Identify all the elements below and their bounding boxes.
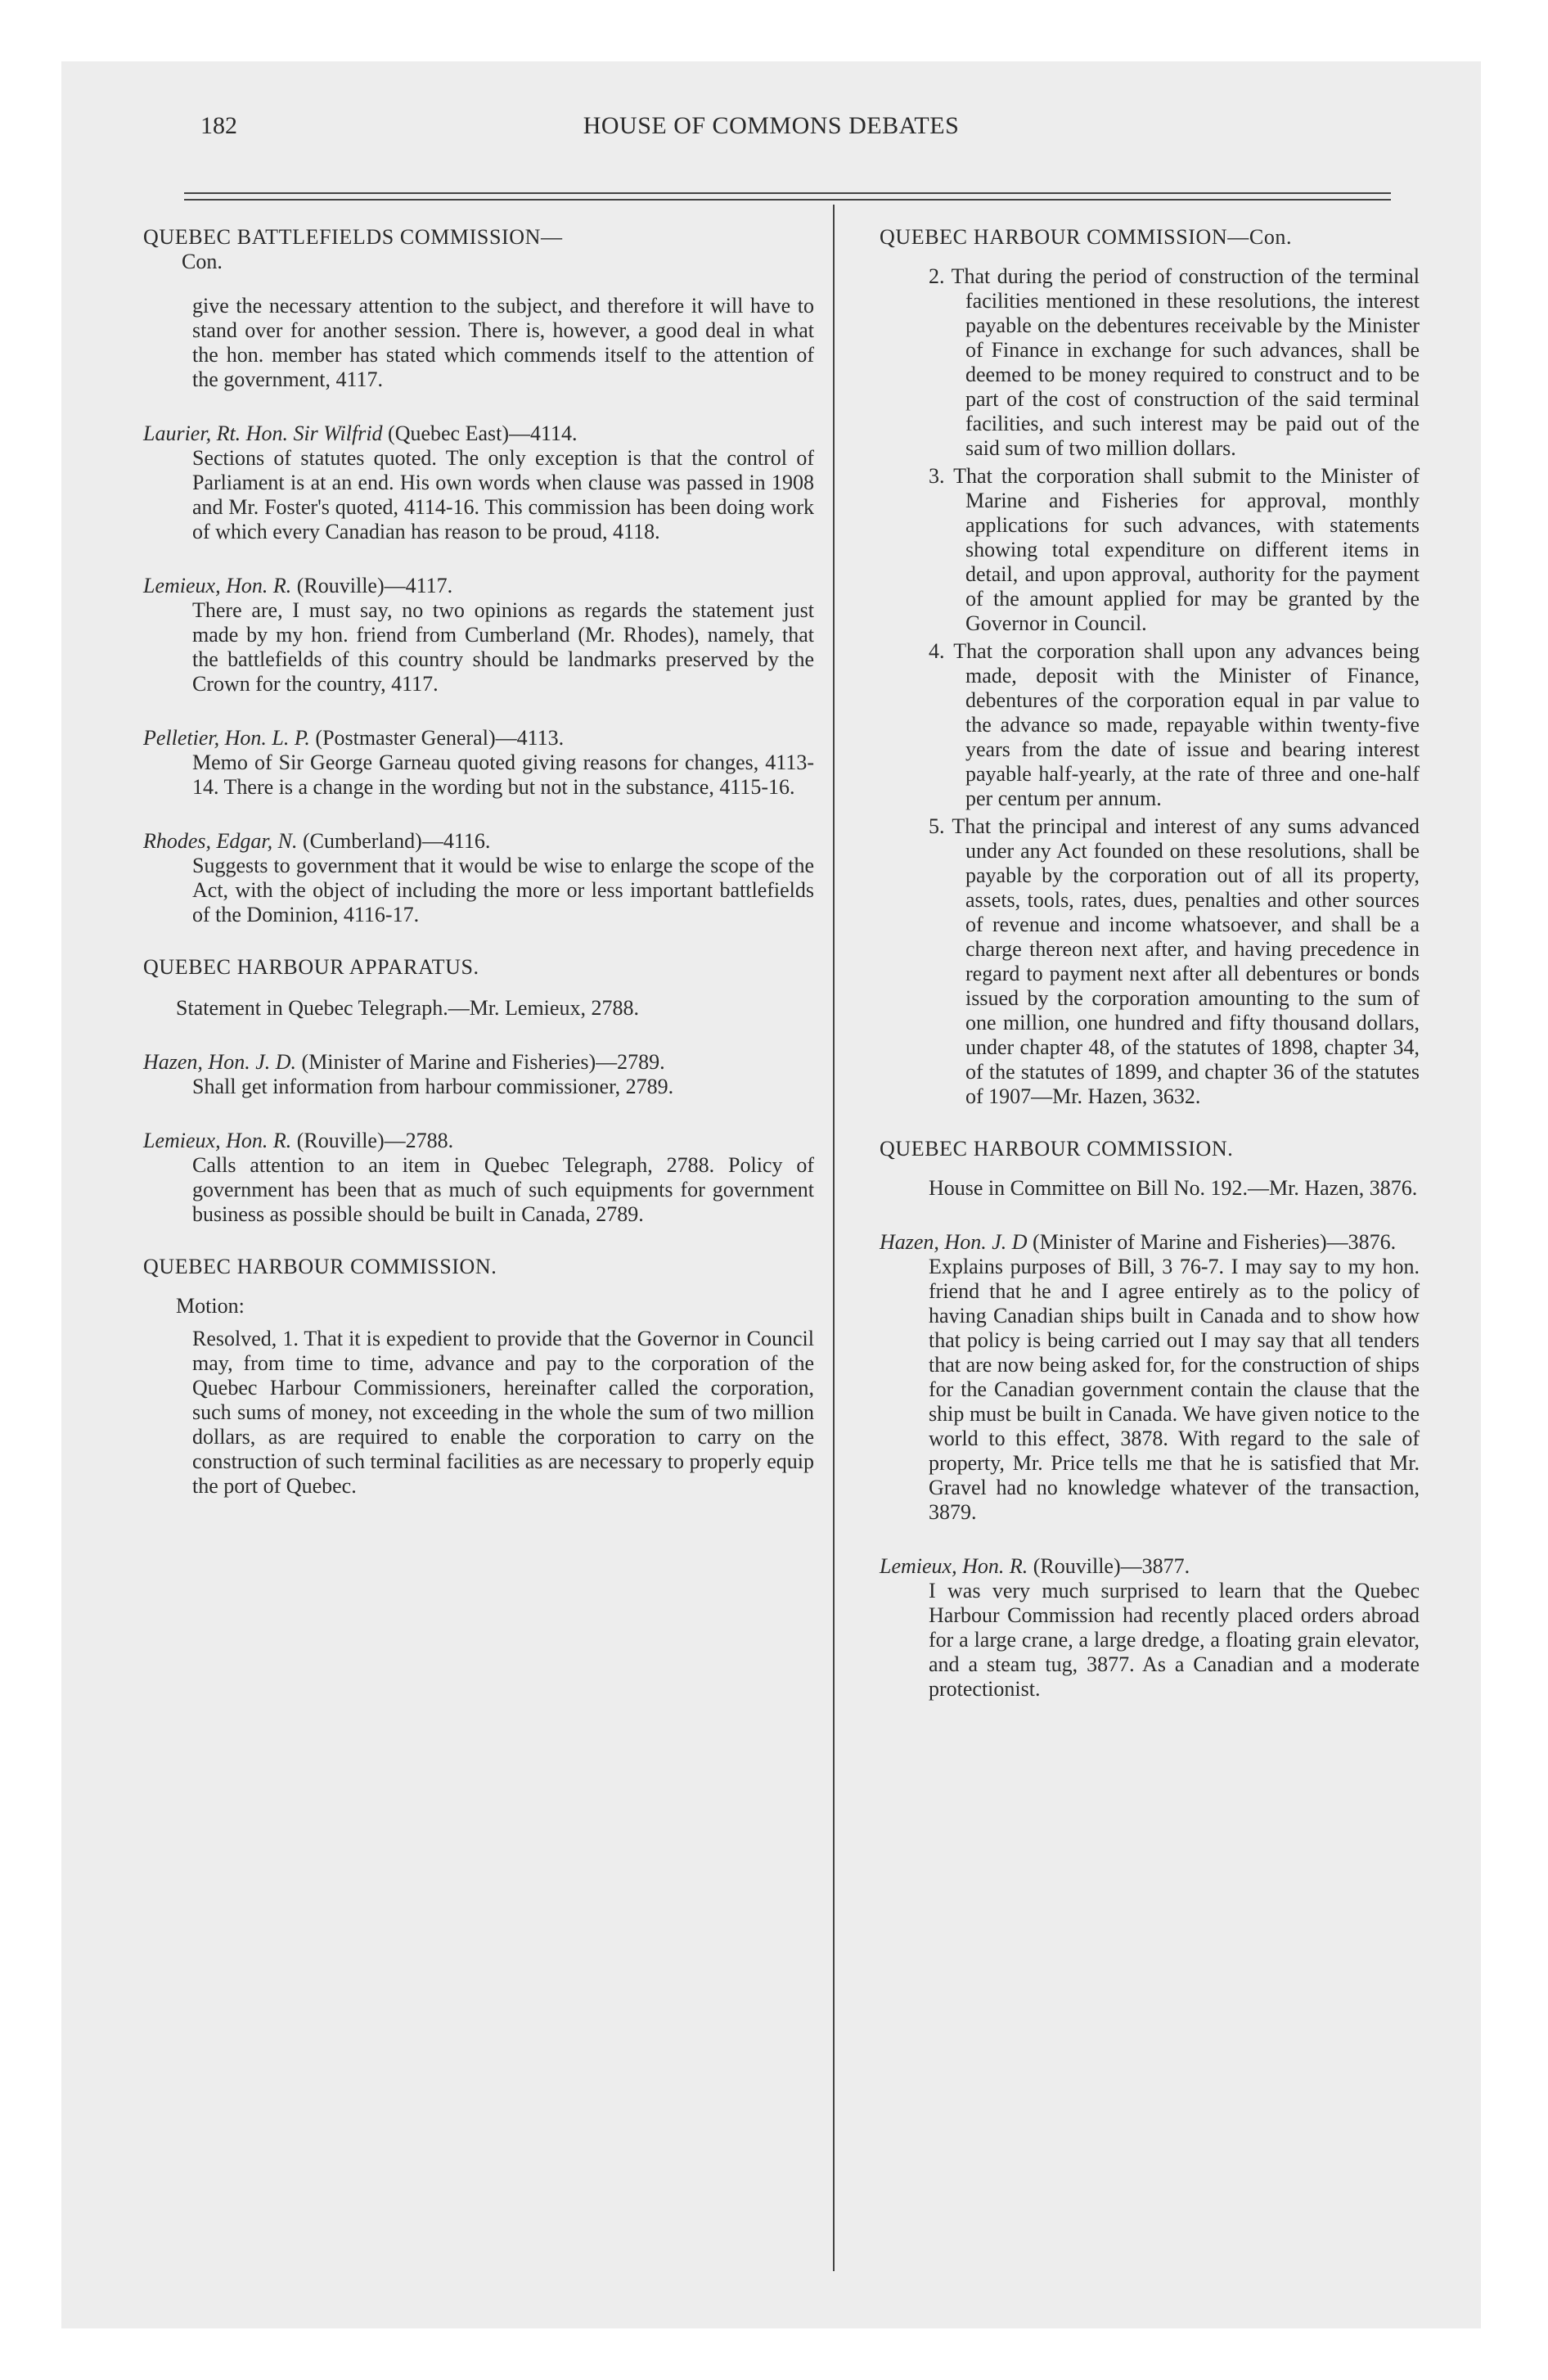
speaker-name: Laurier, Rt. Hon. Sir Wilfrid [143, 421, 383, 445]
header-rule-bottom [184, 199, 1391, 201]
page-number: 182 [200, 112, 237, 139]
column-separator [833, 205, 835, 2271]
left-column [143, 225, 814, 1499]
entry-text: Explains purposes of Bill, 3 76-7. I may say to my hon. friend that he and I agree entirely as to the policy of having Canadian ships built in Canada and to show how that policy is being carried out I may say that all tenders that are now being asked for, for the construction of ships for the Canadian government contain the clause that the ship must be built in Canada. We have given notice to the world to this effect, 3878. With regard to the sale of property, Mr. Price tells me that he is satisfied that Mr. Gravel had no knowledge whatever of the transaction, 3879. [929, 1255, 1420, 1524]
resolution-item: 5. That the principal and interest of any sums advanced under any Act founded on these resolutions, shall be payable by the corporation out of all its property, assets, tools, rates, dues, penalties and other sources of revenue and income whatsoever, and shall be a charge thereon next after, and having precedence in regard to payment next after all debentures or bonds issued by the corporation amounting to the sum of one million, one hundred and fifty thousand dollars, under chapter 48, of the statutes of 1898, chapter 34, of the statutes of 1899, and chapter 36 of the statutes of 1907—Mr. Hazen, 3632. [929, 814, 1420, 1108]
speaker-riding: (Cumberland)—4116. [303, 829, 491, 853]
section-heading-continued: Con. [182, 250, 223, 273]
entry-text: House in Committee on Bill No. 192.—Mr. Hazen, 3876. [929, 1176, 1418, 1200]
section-heading: QUEBEC HARBOUR COMMISSION. [880, 1137, 1234, 1161]
speaker-riding: (Quebec East)—4114. [388, 421, 578, 445]
index-entry [143, 1129, 814, 1227]
entry-text: I was very much surprised to learn that the Quebec Harbour Commission had recently placed orders abroad for a large crane, a large dredge, a floating grain elevator, and a steam tug, 3877. As a Canadian and a moderate protectionist. [929, 1579, 1420, 1701]
speaker-riding: (Minister of Marine and Fisheries)—3876. [1033, 1230, 1397, 1254]
index-entry [143, 421, 814, 544]
speaker-riding: (Postmaster General)—4113. [315, 726, 565, 750]
resolution-item: 2. That during the period of construction of the terminal facilities mentioned in these resolutions, the interest payable on the debentures receivable by the Minister of Finance in exchange for such advances, shall be deemed to be money required to construct and to be part of the cost of construction of the said terminal facilities, and such interest may be paid out of the said sum of two million dollars. [929, 264, 1420, 460]
entry-text: Suggests to government that it would be wise to enlarge the scope of the Act, with the object of including the more or less important battlefields of the Dominion, 4116-17. [192, 854, 814, 926]
section-heading: QUEBEC HARBOUR COMMISSION. [143, 1255, 497, 1278]
resolution-item: 4. That the corporation shall upon any advances being made, deposit with the Minister of Finance, debentures of the corporation equal in par value to the advance so made, repayable within twenty-five years from the date of issue and bearing interest payable half-yearly, at the rate of three and one-half per centum per annum. [929, 639, 1420, 810]
index-entry [880, 1554, 1420, 1702]
entry-text: There are, I must say, no two opinions as regards the statement just made by my hon. friend from Cumberland (Mr. Rhodes), namely, that the battlefields of this country should be landmarks preserved by the Crown for the country, 4117. [192, 598, 814, 696]
entry-text: Shall get information from harbour commissioner, 2789. [192, 1075, 674, 1098]
right-column [880, 225, 1420, 1702]
index-entry [143, 829, 814, 927]
speaker-name: Lemieux, Hon. R. [880, 1554, 1028, 1578]
speaker-name: Rhodes, Edgar, N. [143, 829, 298, 853]
index-entry [143, 726, 814, 800]
speaker-name: Lemieux, Hon. R. [143, 574, 292, 597]
page-header [139, 112, 1403, 161]
section-heading: QUEBEC BATTLEFIELDS COMMISSION— [143, 225, 563, 249]
entry-text: Memo of Sir George Garneau quoted giving reasons for changes, 4113-14. There is a change in the wording but not in the substance, 4115-16. [192, 751, 814, 799]
header-rule-top [184, 192, 1391, 194]
speaker-riding: (Minister of Marine and Fisheries)—2789. [301, 1050, 665, 1074]
motion-label: Motion: [176, 1294, 245, 1318]
speaker-name: Hazen, Hon. J. D. [143, 1050, 297, 1074]
index-entry [880, 1230, 1420, 1525]
speaker-name: Hazen, Hon. J. D [880, 1230, 1028, 1254]
entry-text: give the necessary attention to the subject, and therefore it will have to stand over for another session. There is, however, a good deal in what the hon. member has stated which commends itself to the attention of the government, 4117. [192, 294, 814, 391]
section-heading: QUEBEC HARBOUR APPARATUS. [143, 955, 479, 979]
index-entry [143, 574, 814, 696]
speaker-name: Pelletier, Hon. L. P. [143, 726, 310, 750]
resolution-item: 3. That the corporation shall submit to the Minister of Marine and Fisheries for approval, monthly applications for such advances, with statements showing total expenditure on different items in detail, and upon approval, authority for the payment of the amount applied for may be granted by the Governor in Council. [929, 464, 1420, 635]
entry-text: Sections of statutes quoted. The only exception is that the control of Parliament is at an end. His own words when clause was passed in 1908 and Mr. Foster's quoted, 4114-16. This commission has been doing work of which every Canadian has reason to be proud, 4118. [192, 446, 814, 543]
page-title: HOUSE OF COMMONS DEBATES [583, 112, 960, 139]
entry-text: Calls attention to an item in Quebec Telegraph, 2788. Policy of government has been that as much of such equipments for government business as possible should be built in Canada, 2789. [192, 1153, 814, 1226]
section-heading: QUEBEC HARBOUR COMMISSION—Con. [880, 225, 1293, 249]
speaker-riding: (Rouville)—2788. [296, 1129, 454, 1152]
speaker-riding: (Rouville)—3877. [1033, 1554, 1190, 1578]
page-scan [61, 61, 1481, 2328]
index-entry [143, 1050, 814, 1099]
speaker-riding: (Rouville)—4117. [296, 574, 453, 597]
speaker-name: Lemieux, Hon. R. [143, 1129, 292, 1152]
resolution-text: Resolved, 1. That it is expedient to provide that the Governor in Council may, from time to time, advance and pay to the corporation of the Quebec Harbour Commissioners, hereinafter called the corporation, such sums of money, not exceeding in the whole the sum of two million dollars, as are required to enable the corporation to carry on the construction of such terminal facilities as are necessary to properly equip the port of Quebec. [192, 1327, 814, 1498]
entry-text: Statement in Quebec Telegraph.—Mr. Lemieux, 2788. [176, 996, 639, 1020]
